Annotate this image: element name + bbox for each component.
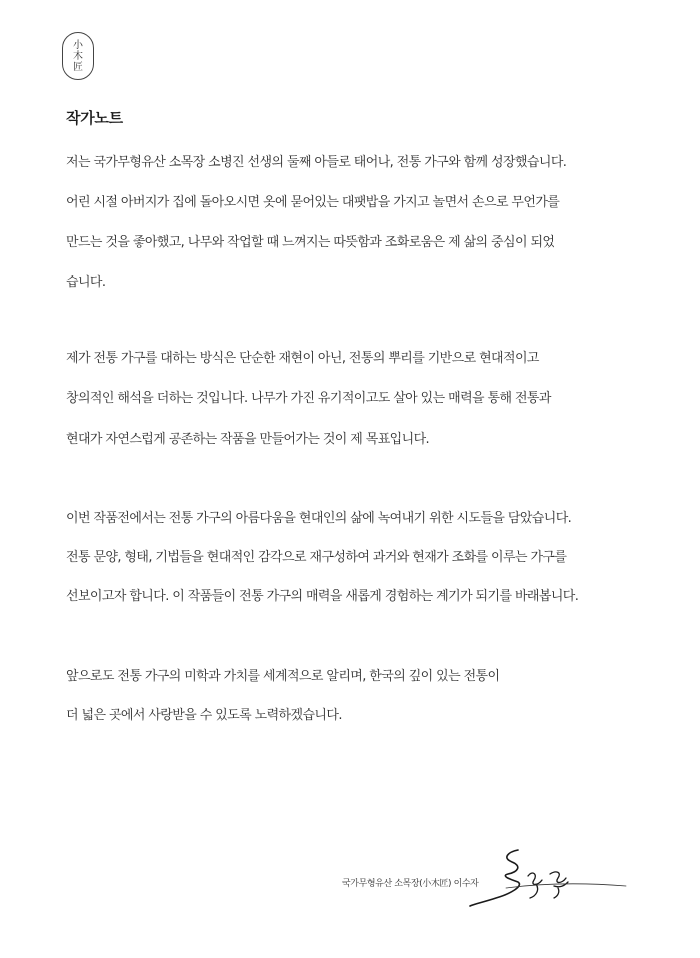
body-line: 선보이고자 합니다. 이 작품들이 전통 가구의 매력을 새롭게 경험하는 계기가 되기를 바래봅니다.: [66, 589, 579, 604]
body-line: 저는 국가무형유산 소목장 소병진 선생의 둘째 아들로 태어나, 전통 가구와 함께 성장했습니다.: [66, 155, 567, 170]
logo-char: 匠: [73, 61, 83, 73]
body-line: 제가 전통 가구를 대하는 방식은 단순한 재현이 아닌, 전통의 뿌리를 기반으로 현대적이고: [66, 351, 539, 366]
handwritten-signature: [466, 840, 631, 910]
body-line: 어린 시절 아버지가 집에 돌아오시면 옷에 묻어있는 대팻밥을 가지고 놀면서 손으로 무언가를: [66, 195, 560, 210]
body-line: 만드는 것을 좋아했고, 나무와 작업할 때 느껴지는 따뜻함과 조화로움은 제 삶의 중심이 되었: [66, 235, 555, 250]
body-line: 현대가 자연스럽게 공존하는 작품을 만들어가는 것이 제 목표입니다.: [66, 432, 430, 447]
logo-char: 小: [73, 39, 83, 51]
signature-block: [336, 840, 636, 910]
body-line: 더 넓은 곳에서 사랑받을 수 있도록 노력하겠습니다.: [66, 708, 342, 723]
body-line: 앞으로도 전통 가구의 미학과 가치를 세계적으로 알리며, 한국의 깊이 있는 전통이: [66, 669, 500, 684]
logo-char: 木: [73, 50, 83, 62]
signature-caption: 국가무형유산 소목장(小木匠) 이수자: [342, 879, 479, 889]
logo-seal: [62, 32, 94, 80]
body-line: 창의적인 해석을 더하는 것입니다. 나무가 가진 유기적이고도 살아 있는 매력을 통해 전통과: [66, 391, 551, 406]
body-line: 이번 작품전에서는 전통 가구의 아름다움을 현대인의 삶에 녹여내기 위한 시도들을 담았습니다.: [66, 511, 572, 526]
body-line: 습니다.: [66, 275, 106, 290]
page-title: 작가노트: [66, 109, 123, 127]
body-line: 전통 문양, 형태, 기법들을 현대적인 감각으로 재구성하여 과거와 현재가 조화를 이루는 가구를: [66, 550, 567, 565]
